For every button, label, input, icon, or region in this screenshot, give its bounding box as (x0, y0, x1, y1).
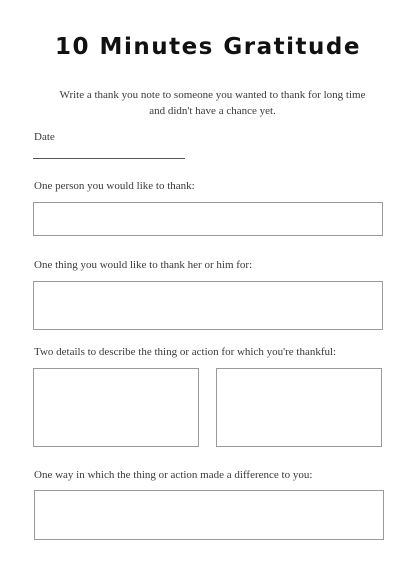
instructions-line-2: and didn't have a chance yet. (149, 105, 276, 117)
difference-label: One way in which the thing or action made a difference to you: (34, 469, 313, 481)
details-label: Two details to describe the thing or action for which you're thankful: (34, 346, 337, 358)
thing-input-box[interactable] (33, 281, 383, 330)
date-input-line[interactable] (33, 158, 185, 159)
thing-label: One thing you would like to thank her or him for: (34, 259, 253, 271)
date-label: Date (34, 131, 55, 143)
difference-input-box[interactable] (34, 490, 384, 540)
instructions-line-1: Write a thank you note to someone you wanted to thank for long time (59, 89, 366, 101)
instructions-text (40, 87, 385, 119)
person-label: One person you would like to thank: (34, 180, 195, 192)
detail-one-input-box[interactable] (33, 368, 199, 447)
page-title: 10 Minutes Gratitude (55, 34, 361, 60)
detail-two-input-box[interactable] (216, 368, 382, 447)
person-input-box[interactable] (33, 202, 383, 236)
